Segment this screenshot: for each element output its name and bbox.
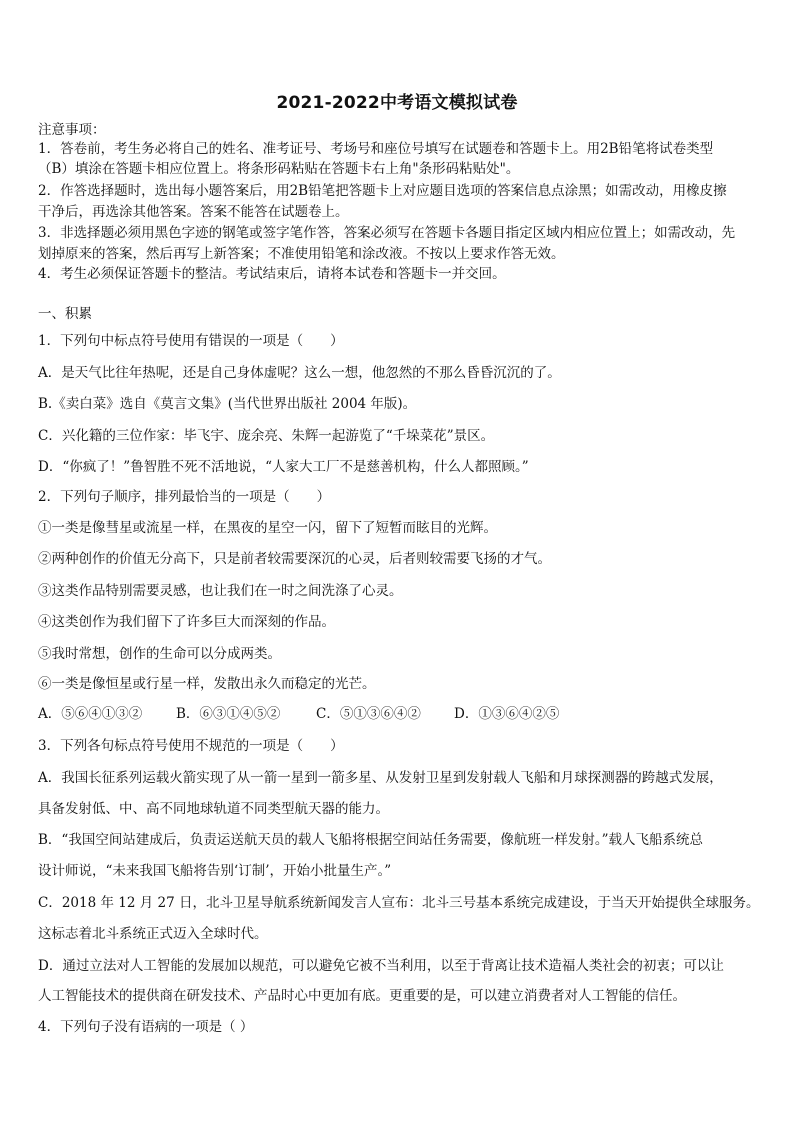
notice-line: 2．作答选择题时，选出每小题答案后，用2B铅笔把答题卡上对应题目选项的答案信息点涂黑；如需改动，用橡皮擦: [38, 183, 727, 199]
option-a: A．是天气比往年热呢，还是自己身体虚呢？这么一想，他忽然的不那么昏昏沉沉的了。: [38, 365, 561, 381]
option-a-cont: 具备发射低、中、高不同地球轨道不同类型航天器的能力。: [38, 801, 389, 817]
question-stem: 4．下列句子没有语病的一项是（ ）: [38, 1019, 254, 1035]
option-c: C．⑤①③⑥④②: [316, 706, 421, 722]
page-title: 2021-2022中考语文模拟试卷: [276, 93, 518, 113]
option-a: A．我国长征系列运载火箭实现了从一箭一星到一箭多星、从发射卫星到发射载人飞船和月球探测器的跨越式发展，: [38, 770, 723, 786]
sentence-2: ②两种创作的价值无分高下，只是前者较需要深沉的心灵，后者则较需要飞扬的才气。: [38, 551, 551, 567]
sentence-1: ①一类是像彗星或流星一样，在黑夜的星空一闪，留下了短暂而眩目的光辉。: [38, 520, 497, 536]
option-b: B．⑥③①④⑤②: [176, 706, 281, 722]
notice-heading: 注意事项：: [38, 122, 106, 138]
sentence-6: ⑥一类是像恒星或行星一样，发散出永久而稳定的光芒。: [38, 676, 376, 692]
option-d: D．通过立法对人工智能的发展加以规范，可以避免它被不当利用，以至于背离让技术造福人类社会的初衷；可以让: [38, 958, 724, 974]
section-heading: 一、积累: [38, 306, 92, 322]
option-d: D．“你疯了！”鲁智胜不死不活地说，“人家大工厂不是慈善机构，什么人都照顾。”: [38, 459, 529, 475]
notice-line: 4．考生必须保证答题卡的整洁。考试结束后，请将本试卷和答题卡一并交回。: [38, 266, 506, 282]
answer-options: [38, 705, 594, 723]
option-d-cont: 人工智能技术的提供商在研发技术、产品时心中更加有底。更重要的是，可以建立消费者对人工智能的信任。: [38, 988, 686, 1004]
option-b: B．“我国空间站建成后，负责运送航天员的载人飞船将根据空间站任务需要，像航班一样发射。”载人飞船系统总: [38, 832, 703, 848]
sentence-3: ③这类作品特别需要灵感，也让我们在一时之间洗涤了心灵。: [38, 583, 403, 599]
notice-line: 1．答卷前，考生务必将自己的姓名、准考证号、考场号和座位号填写在试题卷和答题卡上。用2B铅笔将试卷类型: [38, 141, 714, 157]
option-b: B.《卖白菜》选自《莫言文集》(当代世界出版社 2004 年版)。: [38, 396, 417, 412]
option-c: C．兴化籍的三位作家：毕飞宇、庞余亮、朱辉一起游览了“千垛菜花”景区。: [38, 428, 495, 444]
option-a: A．⑤⑥④①③②: [38, 706, 143, 722]
sentence-4: ④这类创作为我们留下了许多巨大而深刻的作品。: [38, 614, 335, 630]
option-c-cont: 这标志着北斗系统正式迈入全球时代。: [38, 926, 268, 942]
notice-line: 干净后，再选涂其他答案。答案不能答在试题卷上。: [38, 204, 349, 220]
question-stem: 3．下列各句标点符号使用不规范的一项是（ ）: [38, 738, 344, 754]
notice-line: 划掉原来的答案，然后再写上新答案；不准使用铅笔和涂改液。不按以上要求作答无效。: [38, 246, 565, 262]
notice-line: （B）填涂在答题卡相应位置上。将条形码粘贴在答题卡右上角"条形码粘贴处"。: [38, 161, 520, 177]
question-stem: 2．下列句子顺序，排列最恰当的一项是（ ）: [38, 489, 331, 505]
notice-line: 3．非选择题必须用黑色字迹的钢笔或签字笔作答，答案必须写在答题卡各题目指定区域内相应位置上；如需改动，先: [38, 225, 736, 241]
sentence-5: ⑤我时常想，创作的生命可以分成两类。: [38, 646, 281, 662]
option-c: C．2018 年 12 月 27 日，北斗卫星导航系统新闻发言人宣布：北斗三号基本系统完成建设，于当天开始提供全球服务。: [38, 895, 760, 911]
question-stem: 1．下列句中标点符号使用有错误的一项是（ ）: [38, 333, 344, 349]
option-d: D．①③⑥④②⑤: [454, 706, 560, 722]
option-b-cont: 设计师说，“未来我国飞船将告别‘订制’，开始小批量生产。”: [38, 863, 392, 879]
